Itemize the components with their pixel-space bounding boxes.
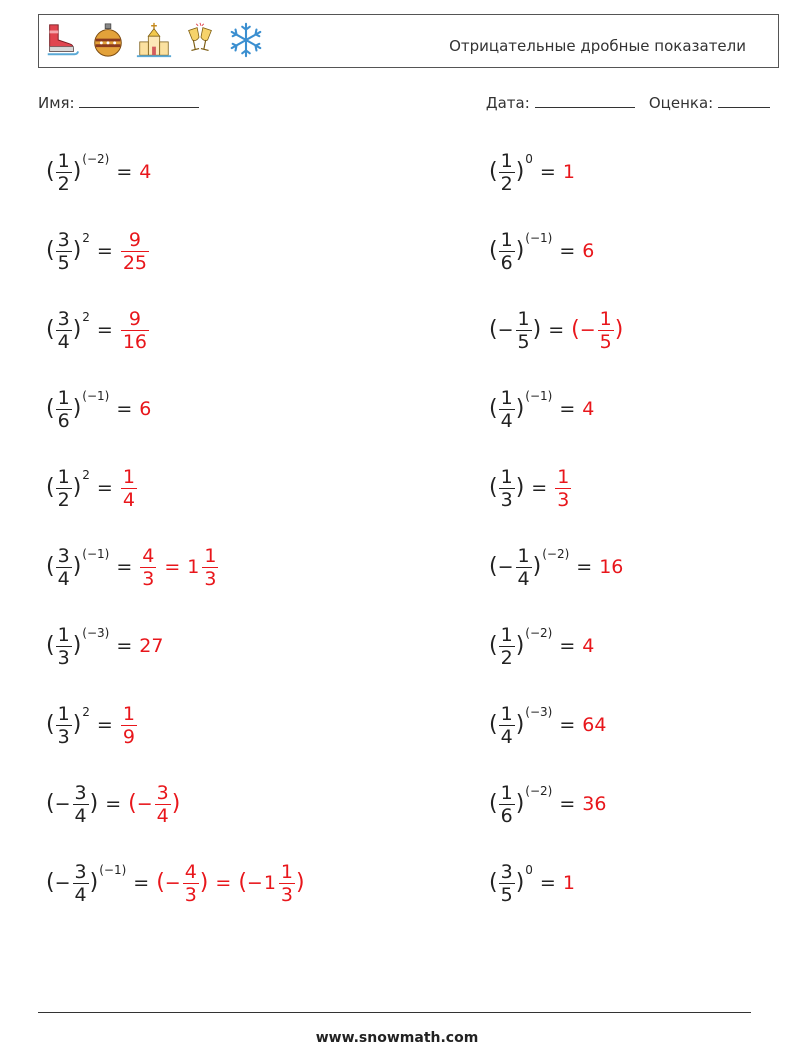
numerator: 1 — [57, 465, 70, 488]
answer — [582, 714, 606, 736]
open-paren: ( — [489, 317, 498, 342]
numerator: 4 — [142, 544, 155, 567]
base-fraction — [56, 387, 72, 432]
base-fraction — [499, 703, 515, 748]
problem-item — [46, 379, 151, 439]
answer-value: 1 — [562, 161, 575, 183]
mixed-fraction — [202, 545, 218, 590]
answer-fraction — [555, 466, 571, 511]
denominator: 5 — [500, 883, 513, 906]
answer-value: 4 — [582, 635, 595, 657]
open-paren: ( — [46, 238, 55, 263]
close-paren: ) — [515, 159, 525, 184]
champagne-glasses-icon — [181, 21, 219, 59]
numerator: 9 — [128, 307, 141, 330]
denominator: 3 — [280, 883, 294, 906]
denominator: 4 — [500, 725, 513, 748]
name-blank[interactable] — [79, 94, 199, 108]
date-blank[interactable] — [535, 94, 635, 108]
denominator: 4 — [517, 567, 530, 590]
denominator: 4 — [122, 488, 135, 511]
problem-item — [489, 458, 572, 518]
base-fraction — [73, 782, 89, 827]
numerator: 3 — [74, 860, 87, 883]
answer — [120, 229, 150, 274]
answer-fraction — [121, 466, 137, 511]
numerator: 1 — [57, 702, 70, 725]
equals-sign: = — [96, 240, 113, 262]
answer — [139, 161, 151, 183]
close-paren: ) — [89, 870, 99, 895]
numerator: 1 — [500, 781, 513, 804]
numerator: 3 — [156, 781, 169, 804]
base-fraction — [56, 150, 72, 195]
denominator: 9 — [122, 725, 135, 748]
answer — [139, 545, 219, 590]
name-label: Имя: — [38, 94, 75, 112]
answer-value: 16 — [599, 556, 624, 578]
close-paren: ) — [72, 317, 82, 342]
close-paren: ) — [72, 633, 82, 658]
answer-value: 4 — [582, 398, 595, 420]
equals-sign: = — [559, 635, 576, 657]
answer — [582, 240, 594, 262]
answer — [563, 872, 575, 894]
open-paren: ( — [46, 317, 55, 342]
close-paren: ) — [72, 159, 82, 184]
close-paren: ) — [72, 554, 82, 579]
answer — [582, 793, 606, 815]
answer — [582, 635, 594, 657]
denominator: 4 — [74, 883, 87, 906]
numerator: 1 — [280, 860, 294, 883]
answer-value: 36 — [582, 793, 607, 815]
whole-part: 1 — [263, 872, 276, 894]
answer — [563, 161, 575, 183]
close-paren: ) — [515, 475, 525, 500]
minus-sign: − — [54, 872, 71, 894]
open-paren: ( — [46, 870, 55, 895]
equals-sign: = — [116, 556, 133, 578]
base-fraction — [499, 150, 515, 195]
close-paren: ) — [532, 554, 542, 579]
equals-sign: = — [215, 872, 232, 894]
answer — [599, 556, 623, 578]
denominator: 3 — [500, 488, 513, 511]
snowflake-icon — [227, 21, 265, 59]
answer-value: 27 — [139, 635, 164, 657]
answer-fraction — [121, 703, 137, 748]
base-fraction — [56, 545, 72, 590]
answer — [156, 861, 304, 906]
exponent: 2 — [82, 231, 90, 245]
header-icons — [43, 21, 265, 59]
close-paren: ) — [515, 712, 525, 737]
exponent: 0 — [525, 152, 533, 166]
equals-sign: = — [539, 872, 556, 894]
numerator: 1 — [57, 386, 70, 409]
exponent: (−2) — [82, 152, 110, 166]
denominator: 5 — [599, 330, 612, 353]
mixed-number — [187, 545, 219, 590]
problem-item — [489, 221, 594, 281]
denominator: 2 — [57, 488, 70, 511]
minus-sign: − — [164, 872, 181, 894]
close-paren: ) — [89, 791, 99, 816]
ornament-ball-icon — [89, 21, 127, 59]
numerator: 1 — [517, 307, 530, 330]
open-paren: ( — [489, 633, 498, 658]
mixed-fraction — [279, 861, 295, 906]
denominator: 2 — [500, 646, 513, 669]
numerator: 1 — [517, 544, 530, 567]
minus-sign: − — [54, 793, 71, 815]
worksheet-title: Отрицательные дробные показатели — [449, 37, 746, 55]
date-score-fields — [486, 94, 770, 112]
equals-sign: = — [116, 161, 133, 183]
base-fraction — [499, 466, 515, 511]
base-fraction — [56, 229, 72, 274]
numerator: 1 — [500, 149, 513, 172]
open-paren: ( — [489, 159, 498, 184]
numerator: 1 — [57, 149, 70, 172]
numerator: 1 — [599, 307, 612, 330]
close-paren: ) — [72, 712, 82, 737]
denominator: 3 — [57, 725, 70, 748]
denominator: 3 — [57, 646, 70, 669]
close-paren: ) — [614, 317, 624, 342]
score-label: Оценка: — [648, 94, 714, 112]
denominator: 16 — [122, 330, 148, 353]
open-paren: ( — [46, 475, 55, 500]
equals-sign: = — [531, 477, 548, 499]
answer-value: 6 — [139, 398, 152, 420]
open-paren: ( — [571, 317, 580, 342]
open-paren: ( — [489, 870, 498, 895]
open-paren: ( — [489, 554, 498, 579]
close-paren: ) — [72, 396, 82, 421]
exponent: (−3) — [525, 705, 553, 719]
problem-item — [46, 616, 163, 676]
close-paren: ) — [515, 238, 525, 263]
numerator: 1 — [500, 228, 513, 251]
problem-item — [489, 695, 606, 755]
footer-url: www.snowmath.com — [315, 1030, 479, 1046]
open-paren: ( — [489, 712, 498, 737]
denominator: 4 — [500, 409, 513, 432]
numerator: 3 — [57, 544, 70, 567]
exponent: (−1) — [525, 231, 553, 245]
open-paren: ( — [46, 712, 55, 737]
open-paren: ( — [128, 791, 137, 816]
equals-sign: = — [164, 556, 181, 578]
answer-value: 6 — [582, 240, 595, 262]
denominator: 4 — [57, 330, 70, 353]
problem-item — [489, 142, 575, 202]
denominator: 3 — [204, 567, 217, 590]
open-paren: ( — [489, 791, 498, 816]
base-fraction — [516, 545, 532, 590]
problem-item — [489, 300, 623, 360]
numerator: 1 — [500, 702, 513, 725]
equals-sign: = — [105, 793, 122, 815]
numerator: 1 — [122, 465, 135, 488]
numerator: 3 — [500, 860, 513, 883]
equals-sign: = — [96, 477, 113, 499]
problem-item — [46, 537, 219, 597]
equals-sign: = — [559, 714, 576, 736]
close-paren: ) — [515, 633, 525, 658]
answer — [120, 466, 138, 511]
minus-sign: − — [246, 872, 263, 894]
numerator: 1 — [557, 465, 570, 488]
denominator: 2 — [500, 172, 513, 195]
numerator: 1 — [204, 544, 217, 567]
score-blank[interactable] — [718, 94, 770, 108]
open-paren: ( — [46, 554, 55, 579]
equals-sign: = — [548, 319, 565, 341]
problem-item — [46, 695, 138, 755]
numerator: 3 — [74, 781, 87, 804]
answer — [554, 466, 572, 511]
denominator: 3 — [184, 883, 197, 906]
minus-sign: − — [497, 556, 514, 578]
base-fraction — [499, 782, 515, 827]
footer-divider — [38, 1012, 751, 1013]
denominator: 25 — [122, 251, 148, 274]
open-paren: ( — [238, 870, 247, 895]
mixed-number — [264, 861, 296, 906]
answer-fraction — [121, 229, 149, 274]
denominator: 6 — [500, 804, 513, 827]
open-paren: ( — [489, 475, 498, 500]
numerator: 3 — [57, 228, 70, 251]
exponent: 2 — [82, 705, 90, 719]
numerator: 1 — [122, 702, 135, 725]
header-box — [38, 14, 779, 68]
equals-sign: = — [559, 398, 576, 420]
minus-sign: − — [579, 319, 596, 341]
base-fraction — [499, 229, 515, 274]
base-fraction — [516, 308, 532, 353]
equals-sign: = — [133, 872, 150, 894]
denominator: 5 — [517, 330, 530, 353]
answer — [120, 308, 150, 353]
denominator: 4 — [57, 567, 70, 590]
minus-sign: − — [136, 793, 153, 815]
open-paren: ( — [46, 633, 55, 658]
equals-sign: = — [576, 556, 593, 578]
problem-item — [489, 379, 594, 439]
close-paren: ) — [296, 870, 305, 895]
base-fraction — [499, 624, 515, 669]
answer — [128, 782, 180, 827]
date-label: Дата: — [485, 94, 530, 112]
equals-sign: = — [96, 319, 113, 341]
answer-fraction — [598, 308, 614, 353]
denominator: 6 — [57, 409, 70, 432]
close-paren: ) — [72, 475, 82, 500]
base-fraction — [56, 308, 72, 353]
answer-fraction — [155, 782, 171, 827]
denominator: 5 — [57, 251, 70, 274]
denominator: 3 — [142, 567, 155, 590]
base-fraction — [73, 861, 89, 906]
base-fraction — [499, 387, 515, 432]
answer — [139, 398, 151, 420]
equals-sign: = — [559, 793, 576, 815]
close-paren: ) — [72, 238, 82, 263]
equals-sign: = — [116, 398, 133, 420]
close-paren: ) — [199, 870, 209, 895]
exponent: (−2) — [525, 784, 553, 798]
exponent: (−3) — [82, 626, 110, 640]
problem-item — [46, 853, 305, 913]
open-paren: ( — [46, 159, 55, 184]
answer-fraction — [140, 545, 156, 590]
numerator: 9 — [128, 228, 141, 251]
answer-fraction — [183, 861, 199, 906]
exponent: (−2) — [525, 626, 553, 640]
numerator: 3 — [57, 307, 70, 330]
exponent: 0 — [525, 863, 533, 877]
exponent: 2 — [82, 468, 90, 482]
denominator: 4 — [156, 804, 169, 827]
answer — [120, 703, 138, 748]
minus-sign: − — [497, 319, 514, 341]
denominator: 4 — [74, 804, 87, 827]
problem-item — [46, 300, 150, 360]
answer — [571, 308, 623, 353]
numerator: 1 — [500, 623, 513, 646]
base-fraction — [56, 624, 72, 669]
problem-item — [46, 142, 151, 202]
answer — [139, 635, 163, 657]
answer-fraction — [121, 308, 149, 353]
exponent: (−2) — [542, 547, 570, 561]
name-field — [38, 94, 199, 112]
answer — [582, 398, 594, 420]
whole-part: 1 — [187, 556, 200, 578]
exponent: 2 — [82, 310, 90, 324]
close-paren: ) — [515, 870, 525, 895]
problem-item — [489, 537, 623, 597]
open-paren: ( — [156, 870, 165, 895]
problem-item — [46, 221, 150, 281]
numerator: 1 — [500, 386, 513, 409]
equals-sign: = — [559, 240, 576, 262]
church-icon — [135, 21, 173, 59]
denominator: 6 — [500, 251, 513, 274]
open-paren: ( — [489, 396, 498, 421]
problem-item — [489, 774, 606, 834]
close-paren: ) — [532, 317, 542, 342]
open-paren: ( — [46, 791, 55, 816]
close-paren: ) — [515, 791, 525, 816]
ice-skate-icon — [43, 21, 81, 59]
open-paren: ( — [489, 238, 498, 263]
exponent: (−1) — [82, 389, 110, 403]
answer-value: 4 — [139, 161, 152, 183]
problem-item — [489, 853, 575, 913]
numerator: 1 — [500, 465, 513, 488]
denominator: 2 — [57, 172, 70, 195]
denominator: 3 — [557, 488, 570, 511]
open-paren: ( — [46, 396, 55, 421]
numerator: 4 — [184, 860, 197, 883]
exponent: (−1) — [99, 863, 127, 877]
base-fraction — [56, 703, 72, 748]
answer-value: 1 — [562, 872, 575, 894]
close-paren: ) — [171, 791, 181, 816]
problem-item — [489, 616, 594, 676]
base-fraction — [56, 466, 72, 511]
problem-item — [46, 774, 180, 834]
base-fraction — [499, 861, 515, 906]
exponent: (−1) — [82, 547, 110, 561]
equals-sign: = — [116, 635, 133, 657]
close-paren: ) — [515, 396, 525, 421]
answer-value: 64 — [582, 714, 607, 736]
problem-item — [46, 458, 138, 518]
equals-sign: = — [539, 161, 556, 183]
equals-sign: = — [96, 714, 113, 736]
exponent: (−1) — [525, 389, 553, 403]
numerator: 1 — [57, 623, 70, 646]
